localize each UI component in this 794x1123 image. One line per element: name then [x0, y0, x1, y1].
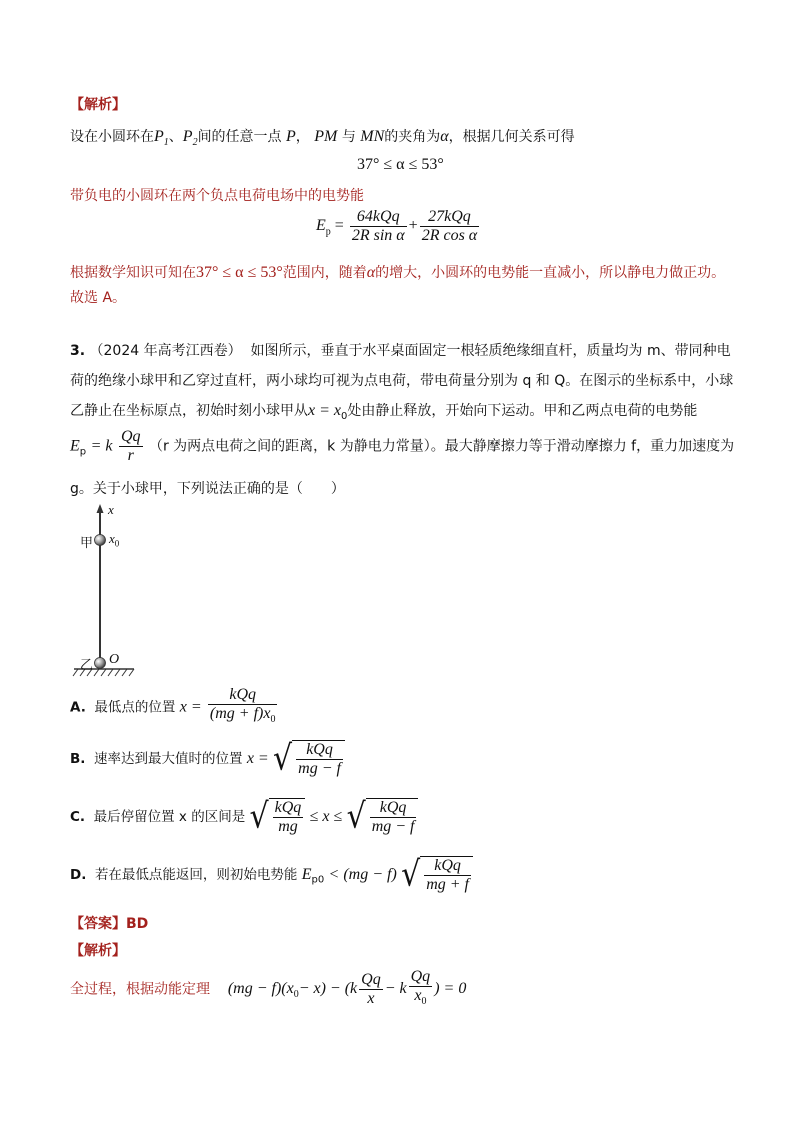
text-segment: ， [295, 129, 310, 145]
energy-fraction-2: $\frac{\text{27kQq}}{\text{2R cos α}}$ [421, 208, 478, 244]
energy-fraction-1: $\frac{\text{64kQq}}{\text{2R sin α}}$ [351, 208, 405, 244]
origin-label: O [109, 652, 120, 667]
symbol-pm: PM [314, 128, 338, 145]
analysis-2-line: 全过程，根据动能定理 $(mg - f)(x_0- x) - (k$ $\frac{Qq}{x}$ − k $\frac{Qq}{x_0}$ ) = 0 [70, 968, 466, 1011]
symbol-p2: $P_2$ [182, 128, 198, 149]
text-segment: 与 [341, 129, 356, 145]
question-line-3: 乙静止在坐标原点，初始时刻小球甲从$x = x_0$处由静止释放，开始向下运动。甲和乙两点电荷的电势能 [70, 402, 698, 422]
text-segment: 间的任意一点 [197, 129, 282, 145]
question-line-4: $E_p = k$ $\frac{Qq}{r}$ （r 为两点电荷之间的距离，k 为静电力常量）。最大静摩擦力等于滑动摩擦力 f，重力加速度为 [70, 428, 735, 464]
range-equation: 37° ≤ α ≤ 53° [357, 156, 444, 173]
option-b: B. 速率达到最大值时的位置 x = √ $\frac{\text{kQq}}{mg - f}$ [70, 740, 345, 778]
analysis-line-1 [70, 126, 575, 148]
option-a-fraction: $\frac{\text{kQq}}{(mg + f)x_0}$ [208, 686, 278, 729]
axis-arrow-icon [97, 504, 104, 513]
symbol-mn: MN [360, 128, 385, 145]
symbol-p: P [286, 128, 296, 145]
option-d-sqrt: √ $\frac{\text{kQq}}{mg + f}$ [401, 856, 473, 894]
analysis-line-3: 根据数学知识可知在37° ≤ α ≤ 53°范围内，随着α的增大，小圆环的电势能一直减小，所以静电力做正功。 [70, 264, 726, 281]
potential-fraction: $\frac{Qq}{r}$ [120, 428, 141, 464]
answer-tag: 【答案】 [70, 916, 126, 932]
ball-a-label: 甲 [80, 536, 94, 551]
axis-label: x [108, 502, 114, 517]
analysis-line-2: 带负电的小圆环在两个负点电荷电场中的电势能 [70, 188, 364, 204]
text-segment: 、 [168, 129, 183, 145]
energy-equation: $E_p$ = $\frac{\text{64kQq}}{\text{2R sin α}}$ + $\frac{\text{27kQq}}{\text{2R cos α}}$ [316, 208, 478, 244]
question-source: （2024 年高考江西卷） [89, 343, 242, 359]
analysis-line-4: 故选 A。 [70, 290, 127, 306]
ball-b [95, 658, 106, 669]
option-a: A. 最低点的位置 x = $\frac{\text{kQq}}{(mg + f)x_0}$ [70, 686, 279, 729]
answer-line [70, 913, 148, 933]
energy-theorem-equation: $(mg - f)(x_0- x) - (k$ $\frac{Qq}{x}$ − k $\frac{Qq}{x_0}$ ) = 0 [228, 980, 467, 997]
question-line-5: g。关于小球甲，下列说法正确的是（ ） [70, 481, 345, 497]
symbol-p1: $P_1$ [154, 128, 169, 149]
analysis-2-tag: 【解析】 [70, 943, 126, 959]
option-c-sqrt-2: √ $\frac{\text{kQq}}{mg - f}$ [347, 798, 419, 836]
question-line-1: 3. （2024 年高考江西卷） 如图所示，垂直于水平桌面固定一根轻质绝缘细直杆，质量均为 m、带同种电 [70, 343, 731, 359]
text-segment: ，根据几何关系可得 [448, 129, 575, 145]
option-c: C. 最后停留位置 x 的区间是 √ $\frac{\text{kQq}}{mg}$ ≤ x ≤ √ $\frac{\text{kQq}}{mg - f}$ [70, 798, 418, 836]
answer-value: BD [126, 916, 149, 932]
ball-a [95, 535, 106, 546]
symbol-alpha: α [440, 128, 449, 145]
ball-b-label: 乙 [80, 658, 94, 673]
question-line-2: 荷的绝缘小球甲和乙穿过直杆，两小球均可视为点电荷，带电荷量分别为 q 和 Q。在图示的坐标系中，小球 [70, 373, 734, 389]
x0-label: $x_0$ [109, 531, 120, 549]
option-d: D. 若在最低点能返回，则初始电势能 $E_{p0} < (mg - f)$ √ $\frac{\text{kQq}}{mg + f}$ [70, 856, 473, 894]
text-segment: 的夹角为 [384, 129, 441, 145]
analysis-tag: 【解析】 [70, 97, 126, 113]
option-b-sqrt: √ $\frac{\text{kQq}}{mg - f}$ [273, 740, 345, 778]
text-segment: 设在小圆环在 [70, 129, 154, 145]
question-number: 3. [70, 343, 86, 359]
option-c-sqrt-1: √ $\frac{\text{kQq}}{mg}$ [250, 798, 306, 836]
